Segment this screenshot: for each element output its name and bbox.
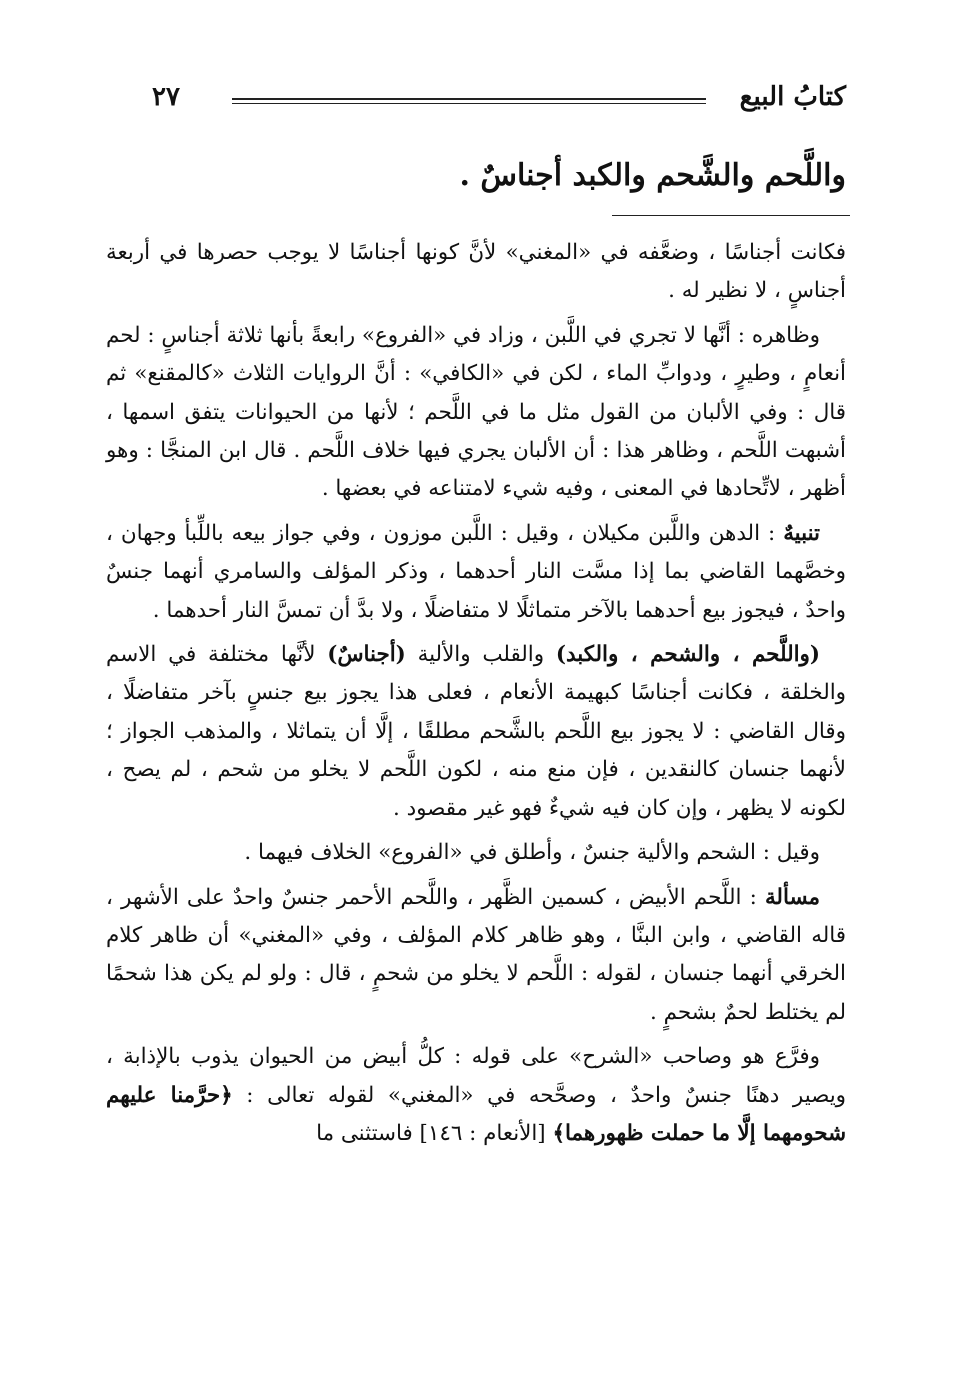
paragraph-7 [106,1038,846,1153]
paragraph-tanbih [106,515,846,630]
paragraph-text: وقيل : الشحم والألية جنسٌ ، وأطلق في «الفروع» الخلاف فيهما . [244,840,820,866]
paragraph-text: وظاهره : أنَّها لا تجري في اللَّبن ، وزاد في «الفروع» رابعةً بأنها ثلاثة أجناسٍ : لحم أنعامٍ ، وطيرٍ ، ودوابِّ الماء ، لكن في «الكافي» : أنَّ الروايات الثلاث «كالمقنع» ثم قال : وفي الألبان من القول مثل ما في اللَّحم ؛ لأنها من الحيوانات يتفق اسمها ، أشبهت اللَّحم ، وظاهر هذا : أن الألبان يجري فيها خلاف اللَّحم . قال ابن المنجَّا : وهو أظهر ، لاتِّحادها في المعنى ، وفيه شيء لامتناعه في بعضها . [106,322,846,502]
paragraph-tail: [الأنعام : ١٤٦] فاستثنى ما [316,1120,553,1146]
header-rule-thin [232,103,706,104]
paragraph-text: فكانت أجناسًا ، وضعَّفه في «المغني» لأنَّ كونها أجناسًا لا يوجب حصرها في أربعة أجناسٍ ، لا نظير له . [106,240,846,304]
commentary-body [106,234,846,1159]
paragraph-lead: مسألة [764,884,820,910]
quran-verse: ﴿حرَّمنا عليهم شحومهما إلَّا ما حملت ظهورهما﴾ [106,1082,846,1146]
paragraph-text: وفرَّع هو وصاحب «الشرح» على قوله : كلُّ أبيض من الحيوان يذوب بالإذابة ، ويصير دهنًا جنسٌ واحدٌ ، وصحَّحه في «المغني» لقوله تعالى : [106,1044,846,1108]
paragraph-lead-2: (أجناسٌ) [327,642,406,668]
paragraph-text: : اللَّحم الأبيض ، كسمين الظَّهر ، واللَّحم الأحمر جنسٌ واحدٌ على الأشهر ، قاله القاضي ، وابن البنَّا ، وهو ظاهر كلام المؤلف ، وفي «المغني» أن ظاهر كلام الخرقي أنهما جنسان ، لقوله : اللَّحم لا يخلو من شحمٍ ، قال : ولو لم يكن هذا شحمًا لم يختلط لحمٌ بشحمٍ . [106,884,846,1025]
matn-underline [612,215,850,216]
chapter-title: كتابُ البيع [739,82,846,112]
paragraph-2 [106,317,846,509]
page-number: ٢٧ [152,82,180,112]
paragraph-text: : الدهن واللَّبن مكيلان ، وقيل : اللَّبن موزون ، وفي جواز بيعه باللِّبأ وجهان ، وخصَّهما القاضي بما إذا مسَّت النار أحدهما ، وذكر المؤلف والسامري أنهما جنسٌ واحدٌ ، فيجوز بيع أحدهما بالآخر متماثلًا لا متفاضلًا ، ولا بدَّ أن تمسَّ النار أحدهما . [106,520,846,623]
matn-heading: واللَّحم والشَّحم والكبد أجناسٌ . [459,158,846,193]
paragraph-mid: والقلب والألية [405,642,556,668]
paragraph-lead: (واللَّحم ، والشحم ، والكبد) [555,642,820,668]
paragraph-5 [106,834,846,872]
paragraph-lead: تنبيهٌ [783,520,820,546]
running-header [120,82,846,122]
paragraph-masala [106,879,846,1033]
header-rule [232,98,706,100]
paragraph-1 [106,234,846,311]
paragraph-matn-sharh [106,636,846,828]
paragraph-text: لأنَّها مختلفة في الاسم والخلقة ، فكانت أجناسًا كبهيمة الأنعام ، فعلى هذا يجوز بيع جنسٍ بآخر متفاضلًا ، وقال القاضي : لا يجوز بيع اللَّحم بالشَّحم مطلقًا ، إلَّا أن يتماثلا ، والمذهب الجواز ؛ لأنهما جنسان كالنقدين ، فإن منع منه ، لكون اللَّحم لا يخلو من شحم ، لم يصح ، لكونه لا يظهر ، وإن كان فيه شيءٌ فهو غير مقصود . [106,642,846,821]
